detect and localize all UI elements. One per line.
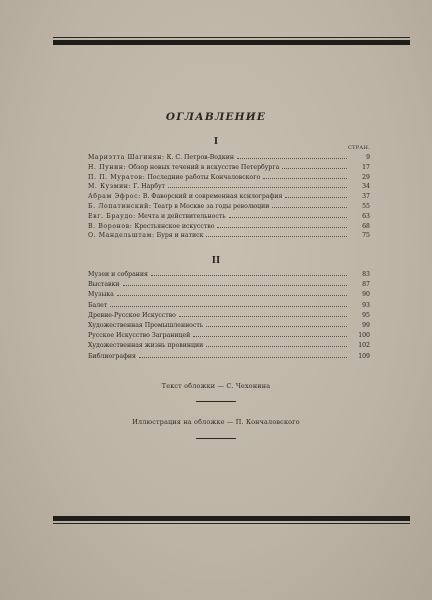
toc-title: Обзор новых течений в искусстве Петербурга bbox=[128, 163, 280, 171]
toc-entry[interactable] bbox=[88, 322, 370, 332]
leader-dots bbox=[193, 336, 347, 337]
toc-author: П. П. Муратов: bbox=[88, 173, 146, 181]
toc-title: Крестьянское искусство bbox=[134, 222, 215, 230]
toc-page: 29 bbox=[362, 173, 370, 181]
page-column-label: СТРАН. bbox=[347, 145, 370, 151]
toc-title: Последние работы Кончаловского bbox=[147, 173, 261, 181]
toc-entry[interactable] bbox=[88, 353, 370, 363]
leader-dots bbox=[282, 168, 347, 169]
section-1-numeral: I bbox=[213, 137, 219, 147]
toc-page: 75 bbox=[362, 232, 370, 240]
toc-title: Музеи и собрания bbox=[88, 271, 148, 278]
toc-page: 93 bbox=[362, 301, 370, 309]
toc-author: Абрам Эфрос: bbox=[88, 193, 141, 201]
toc-author: Евг. Браудо: bbox=[88, 212, 136, 220]
toc-page: 83 bbox=[362, 271, 370, 278]
toc-page: 95 bbox=[362, 311, 370, 319]
toc-page: 68 bbox=[362, 222, 370, 230]
leader-dots bbox=[123, 285, 347, 286]
toc-title: Художественная жизнь провинции bbox=[88, 342, 204, 350]
leader-dots bbox=[206, 236, 347, 237]
toc-author: В. Воронов: bbox=[88, 222, 133, 230]
toc-page: 109 bbox=[358, 352, 370, 360]
leader-dots bbox=[151, 275, 347, 276]
toc-author: Мариэтта Шагинян: bbox=[88, 154, 165, 161]
toc-entry[interactable] bbox=[88, 223, 370, 233]
leader-dots bbox=[179, 316, 347, 317]
toc-page: 90 bbox=[362, 291, 370, 299]
bottom-double-rule bbox=[53, 516, 410, 524]
toc-entry[interactable] bbox=[88, 342, 370, 352]
toc-page: 87 bbox=[362, 281, 370, 289]
toc-page: 55 bbox=[362, 202, 370, 210]
toc-entry[interactable] bbox=[88, 164, 370, 174]
leader-dots bbox=[217, 227, 347, 228]
toc-title: В. Фаворский и современная ксилография bbox=[142, 193, 283, 201]
toc-title: Древне-Русское Искусство bbox=[88, 311, 176, 319]
toc-title: Буря и натиск bbox=[156, 232, 204, 240]
leader-dots bbox=[229, 217, 347, 218]
toc-page: 34 bbox=[362, 183, 370, 191]
toc-title: Мечта и действительность bbox=[137, 212, 226, 220]
leader-dots bbox=[237, 158, 347, 159]
leader-dots bbox=[285, 197, 347, 198]
toc-entry[interactable] bbox=[88, 154, 370, 164]
toc-entry[interactable] bbox=[88, 312, 370, 322]
toc-page: 99 bbox=[362, 321, 370, 329]
toc-author: Б. Лопатинский: bbox=[88, 202, 152, 210]
toc-page: 102 bbox=[358, 342, 370, 350]
leader-dots bbox=[110, 306, 347, 307]
leader-dots bbox=[272, 207, 347, 208]
top-double-rule bbox=[53, 37, 410, 45]
toc-entry[interactable] bbox=[88, 193, 370, 203]
toc-title: Библиография bbox=[88, 352, 136, 360]
toc-entry[interactable] bbox=[88, 183, 370, 193]
toc-title: Музыка bbox=[88, 291, 114, 299]
toc-entry[interactable] bbox=[88, 271, 370, 281]
cover-illustration-credit: Иллюстрация на обложке — П. Кончаловского bbox=[132, 418, 300, 426]
toc-entry[interactable] bbox=[88, 281, 370, 291]
toc-author: О. Мандельштам: bbox=[88, 232, 155, 240]
toc-title: Русское Искусство Заграницей bbox=[88, 332, 191, 340]
toc-entry[interactable] bbox=[88, 174, 370, 184]
toc-page: 100 bbox=[358, 332, 370, 340]
toc-page: 9 bbox=[366, 154, 370, 161]
toc-title: Художественная Промышленность bbox=[88, 321, 204, 329]
toc-page: 17 bbox=[362, 163, 370, 171]
toc-entry[interactable] bbox=[88, 302, 370, 312]
toc-title: К. С. Петров-Водкин bbox=[166, 154, 234, 161]
toc-author: М. Кузмин: bbox=[88, 183, 132, 191]
leader-dots bbox=[206, 346, 347, 347]
leader-dots bbox=[168, 187, 347, 188]
toc-title: Выставки bbox=[88, 281, 120, 289]
separator-line bbox=[196, 438, 236, 439]
contents-title: ОГЛАВЛЕНИЕ bbox=[165, 111, 267, 123]
cover-text-credit: Текст обложки — С. Чехонина bbox=[161, 382, 271, 390]
section-2-numeral: II bbox=[211, 256, 221, 266]
separator-line bbox=[196, 401, 236, 402]
leader-dots bbox=[263, 178, 347, 179]
leader-dots bbox=[117, 295, 347, 296]
leader-dots bbox=[206, 326, 347, 327]
section-1-list bbox=[88, 154, 370, 242]
toc-entry[interactable] bbox=[88, 332, 370, 342]
section-2-list bbox=[88, 271, 370, 363]
toc-title: Театр в Москве за годы революции bbox=[153, 202, 270, 210]
leader-dots bbox=[139, 357, 347, 358]
toc-entry[interactable] bbox=[88, 232, 370, 242]
toc-entry[interactable] bbox=[88, 291, 370, 301]
toc-entry[interactable] bbox=[88, 213, 370, 223]
toc-entry[interactable] bbox=[88, 203, 370, 213]
toc-title: Г. Нарбут bbox=[133, 183, 166, 191]
toc-author: Н. Пунин: bbox=[88, 163, 127, 171]
toc-title: Балет bbox=[88, 301, 108, 309]
toc-page: 63 bbox=[362, 212, 370, 220]
toc-page: 37 bbox=[362, 193, 370, 201]
